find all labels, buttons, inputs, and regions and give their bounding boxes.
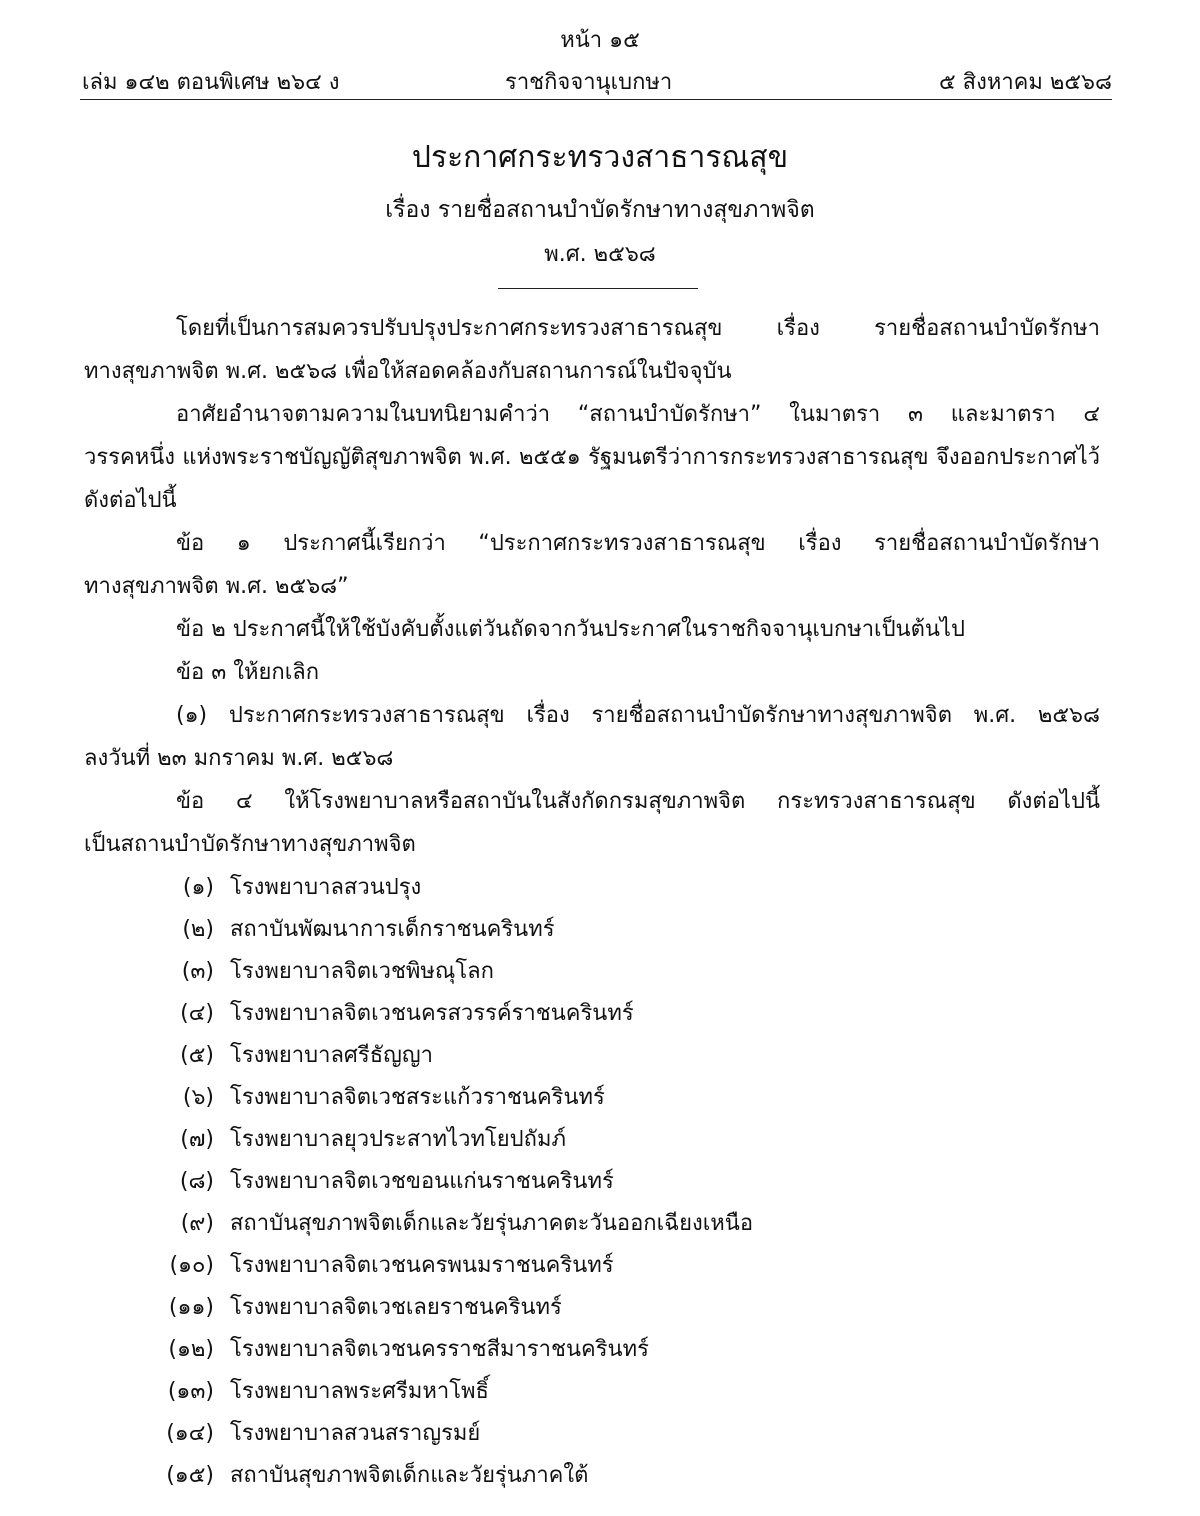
clause-4-line-1: ข้อ ๔ ให้โรงพยาบาลหรือสถาบันในสังกัดกรมสุขภาพจิต กระทรวงสาธารณสุข ดังต่อไปนี้ <box>176 789 1100 814</box>
list-item <box>0 1461 1200 1491</box>
list-item <box>0 1209 1200 1239</box>
list-item-name: โรงพยาบาลยุวประสาทไวทโยปถัมภ์ <box>230 1127 566 1152</box>
announcement-year: พ.ศ. ๒๕๖๘ <box>544 242 656 267</box>
list-item-number: (๔) <box>180 1001 214 1026</box>
list-item-name: โรงพยาบาลพระศรีมหาโพธิ์ <box>230 1379 489 1404</box>
list-item-name: โรงพยาบาลจิตเวชสระแก้วราชนครินทร์ <box>230 1085 605 1110</box>
list-item-number: (๑๓) <box>167 1379 214 1404</box>
title-divider <box>498 288 698 289</box>
clause-4-line-2: เป็นสถานบำบัดรักษาทางสุขภาพจิต <box>84 832 416 857</box>
list-item-number: (๒) <box>182 917 214 942</box>
list-item-name: โรงพยาบาลสวนสราญรมย์ <box>230 1421 481 1446</box>
list-item <box>0 1125 1200 1155</box>
list-item-name: สถาบันพัฒนาการเด็กราชนครินทร์ <box>230 917 555 942</box>
list-item <box>0 1041 1200 1071</box>
list-item-number: (๓) <box>181 959 214 984</box>
list-item-name: โรงพยาบาลสวนปรุง <box>230 875 422 900</box>
list-item-name: โรงพยาบาลจิตเวชนครราชสีมาราชนครินทร์ <box>230 1337 649 1362</box>
list-item <box>0 1419 1200 1449</box>
clause-1-line-1: ข้อ ๑ ประกาศนี้เรียกว่า “ประกาศกระทรวงสาธารณสุข เรื่อง รายชื่อสถานบำบัดรักษา <box>176 531 1100 556</box>
list-item <box>0 1293 1200 1323</box>
publish-date: ๕ สิงหาคม ๒๕๖๘ <box>939 70 1112 95</box>
list-item-name: โรงพยาบาลจิตเวชนครสวรรค์ราชนครินทร์ <box>230 1001 634 1026</box>
announcement-subject: เรื่อง รายชื่อสถานบำบัดรักษาทางสุขภาพจิต <box>385 197 815 223</box>
list-item-name: โรงพยาบาลจิตเวชพิษณุโลก <box>230 959 494 984</box>
list-item-name: สถาบันสุขภาพจิตเด็กและวัยรุ่นภาคตะวันออกเฉียงเหนือ <box>230 1211 754 1236</box>
list-item <box>0 1083 1200 1113</box>
clause-3-item-1-line-1: (๑) ประกาศกระทรวงสาธารณสุข เรื่อง รายชื่อสถานบำบัดรักษาทางสุขภาพจิต พ.ศ. ๒๕๖๘ <box>176 703 1100 728</box>
list-item-number: (๑) <box>182 875 214 900</box>
clause-2: ข้อ ๒ ประกาศนี้ให้ใช้บังคับตั้งแต่วันถัดจากวันประกาศในราชกิจจานุเบกษาเป็นต้นไป <box>176 617 965 642</box>
list-item-number: (๘) <box>179 1169 214 1194</box>
list-item-number: (๑๑) <box>168 1295 214 1320</box>
list-item <box>0 1377 1200 1407</box>
clause-3: ข้อ ๓ ให้ยกเลิก <box>176 660 320 685</box>
list-item <box>0 915 1200 945</box>
list-item-number: (๗) <box>180 1127 214 1152</box>
list-item-number: (๑๒) <box>168 1337 214 1362</box>
announcement-title: ประกาศกระทรวงสาธารณสุข <box>411 140 789 175</box>
list-item-number: (๑๕) <box>166 1463 214 1488</box>
page-number: หน้า ๑๕ <box>560 28 640 53</box>
list-item-name: สถาบันสุขภาพจิตเด็กและวัยรุ่นภาคใต้ <box>230 1463 589 1488</box>
list-item <box>0 1167 1200 1197</box>
list-item-number: (๕) <box>180 1043 214 1068</box>
list-item <box>0 957 1200 987</box>
list-item-name: โรงพยาบาลจิตเวชนครพนมราชนครินทร์ <box>230 1253 614 1278</box>
list-item-number: (๑๔) <box>166 1421 214 1446</box>
header-divider <box>80 99 1112 100</box>
list-item-name: โรงพยาบาลศรีธัญญา <box>230 1043 433 1068</box>
list-item-number: (๑๐) <box>169 1253 214 1278</box>
paragraph-1-line-2: ทางสุขภาพจิต พ.ศ. ๒๕๖๘ เพื่อให้สอดคล้องกับสถานการณ์ในปัจจุบัน <box>84 359 732 384</box>
paragraph-1-line-1: โดยที่เป็นการสมควรปรับปรุงประกาศกระทรวงสาธารณสุข เรื่อง รายชื่อสถานบำบัดรักษา <box>176 316 1100 341</box>
list-item <box>0 999 1200 1029</box>
clause-3-item-1-line-2: ลงวันที่ ๒๓ มกราคม พ.ศ. ๒๕๖๘ <box>84 746 394 771</box>
list-item-name: โรงพยาบาลจิตเวชขอนแก่นราชนครินทร์ <box>230 1169 614 1194</box>
paragraph-2-line-3: ดังต่อไปนี้ <box>84 488 177 513</box>
list-item-number: (๙) <box>180 1211 214 1236</box>
volume-label: เล่ม ๑๔๒ ตอนพิเศษ ๒๖๔ ง <box>82 70 340 95</box>
list-item <box>0 1335 1200 1365</box>
list-item <box>0 873 1200 903</box>
list-item <box>0 1251 1200 1281</box>
gazette-header <box>82 64 1112 98</box>
paragraph-2-line-1: อาศัยอำนาจตามความในบทนิยามคำว่า “สถานบำบัดรักษา” ในมาตรา ๓ และมาตรา ๔ <box>176 402 1101 427</box>
clause-1-line-2: ทางสุขภาพจิต พ.ศ. ๒๕๖๘” <box>84 574 349 599</box>
gazette-name: ราชกิจจานุเบกษา <box>505 70 673 95</box>
paragraph-2-line-2: วรรคหนึ่ง แห่งพระราชบัญญัติสุขภาพจิต พ.ศ. ๒๕๕๑ รัฐมนตรีว่าการกระทรวงสาธารณสุข จึงออกประกาศไว้ <box>84 445 1100 470</box>
list-item-number: (๖) <box>182 1085 214 1110</box>
list-item-name: โรงพยาบาลจิตเวชเลยราชนครินทร์ <box>230 1295 562 1320</box>
